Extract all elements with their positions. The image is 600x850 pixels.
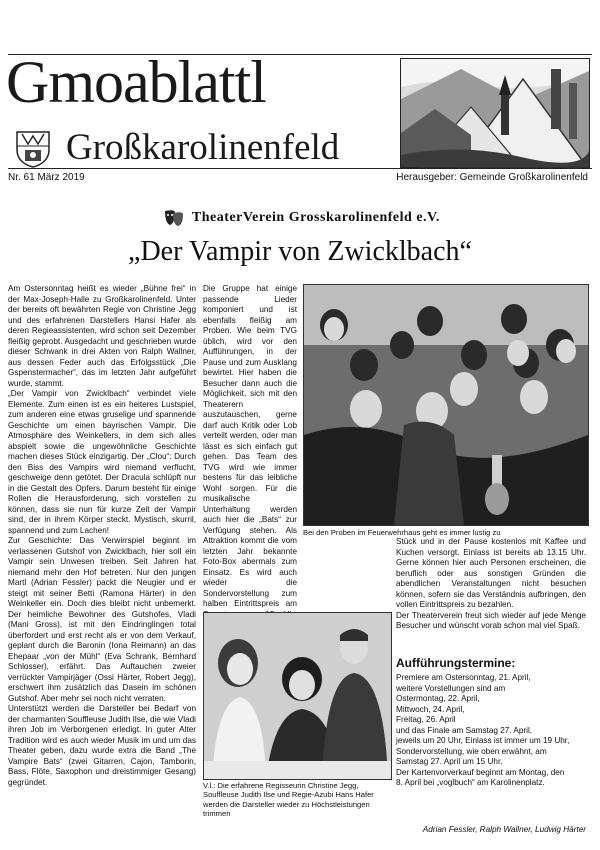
- municipal-crest-icon: [14, 128, 52, 168]
- masthead-rule-bottom: [8, 168, 592, 169]
- schedule-line: Ostermontag, 22. April,: [396, 694, 480, 703]
- schedule-line: Sondervorstellung, wie oben erwähnt, am: [396, 746, 547, 756]
- rehearsal-group-photo: [303, 284, 589, 526]
- schedule-line: Samstag 27. April um 15 Uhr.: [396, 757, 503, 766]
- theater-mask-icon: [163, 209, 185, 227]
- schedule-line: 8. April bei „voglbuch“ am Karolinenplatz.: [396, 778, 545, 787]
- article-column-2-bottom: [203, 537, 391, 609]
- paragraph: Am Ostersonntag heißt es wieder „Bühne frei“ in der Max-Joseph-Halle zu Großkarolinenfeld. Unter der bereits oft bewährten Regie von Christine Jegg und des erfahrenen Darstellers Hansi Hafer als deren Regieassistenten, wird schon seit Dezember fleißig geprobt. Ausgedacht und geschrieben wurde dieser Schwank in drei Akten von Ralph Wallner, aus dessen Feder auch das Erfolgsstück „Die Gspenstermacher“, das im letzten Jahr aufgeführt wurde, stammt.: [8, 284, 196, 388]
- newspaper-title: Gmoablattl: [6, 49, 266, 115]
- publisher-note: Herausgeber: Gemeinde Großkarolinenfeld: [396, 172, 588, 183]
- article-headline: „Der Vampir von Zwicklbach“: [128, 236, 472, 267]
- paragraph: Zur Geschichte: Das Verwirrspiel beginnt im verlassenen Gutshof von Zwicklbach, hier soll ein Vampir sein Unwesen treiben. Seit Jahren hat niemand mehr den Hof betreten. Nur den jungen Martl (Adrian Fessler) packt die Neugier und er steigt mit seiner Betti (Ramona Härter) in den Weinkeller ein. Doch dies bleibt nicht unbemerkt. Der heimliche Bewohner des Gutshofes, Vladi (Mani Gross), ist mit den Eindringlingen total überfordert und erst recht als er von dem Verkauf, geplant durch die Baronin (Iona Reimann) an das Ehepaar „von der Mühl“ (Eva Schrank, Bernhard Schlosser), erfährt. Das Auftauchen zweier verrückter Vampirjäger (Ossi Härter, Robert Jegg), erschwert ihm zusätzlich das Dasein im schönen Gutshof. Aber mehr sei noch nicht verraten.: [8, 536, 196, 703]
- issue-number: Nr. 61 März 2019: [8, 172, 85, 183]
- schedule-line: und das Finale am Samstag 27. April,: [396, 725, 533, 735]
- photo1-caption: Bei den Proben im Feuerwehrhaus geht es immer lustig zu: [303, 528, 501, 537]
- schedule-line: Der Kartenvorverkauf beginnt am Montag, den: [396, 767, 565, 777]
- article-authors: Adrian Fessler, Ralph Wallner, Ludwig Härter: [422, 825, 586, 834]
- schedule-heading: Aufführungstermine:: [396, 656, 516, 670]
- schedule-line: Freitag, 26. April: [396, 715, 456, 724]
- schedule-line: Premiere am Ostersonntag, 21. April,: [396, 673, 531, 682]
- organization-name: TheaterVerein Grosskarolinenfeld e.V.: [191, 210, 440, 226]
- article-column-3: [396, 537, 586, 649]
- organization-header: [0, 209, 600, 227]
- schedule-line: Mittwoch, 24. April,: [396, 704, 465, 714]
- directors-photo: [203, 612, 392, 780]
- article-column-1: [8, 284, 196, 844]
- newspaper-subtitle: Großkarolinenfeld: [66, 127, 340, 168]
- paragraph: Unterstützt werden die Darsteller bei Bedarf von der charmanten Souffleuse Judith Ilse, die wie Vladi ihren Job im Verborgenen erledigt. In guter Alter Tradition wird es auch wieder Musik im und um das Theater geben, dazu wurde extra die Band „The Vampire Bats“ (zwei Gitarren, Cajon, Tamborin, Bass, Flöte, Saxophon und dreistimmiger Gesang) gegründet.: [8, 704, 196, 787]
- masthead-village-illustration: [400, 58, 590, 168]
- paragraph: „Der Vampir von Zwicklbach“ verbindet viele Elemente. Zum einen ist es ein heiteres Lustspiel, zum anderen eine etwas gruselige und spannende Geschichte um einen bayrischen Vampir. Die Atmosphäre des Weinkellers, in dem sich alles abspielt sowie die ungewöhnliche Geschichte machen dieses Stück einzigartig. Der „Clou“: Durch den Biss des Vampirs wird niemand verflucht, geschweige denn getötet. Der Dracula schlüpft nur in die Gestalt des Opfers. Darum besteht für einige Rollen die Herausforderung, sich vorstellen zu können, dass sie nun für kurze Zeit der Vampir sind, der in ihrem Körper steckt. Mystisch, skurril, spannend und zum Lachen!: [8, 389, 196, 535]
- paragraph: Der Theaterverein freut sich wieder auf jede Menge Besucher und wünscht vorab schon mal viel Spaß.: [396, 610, 586, 630]
- schedule-list: [396, 673, 586, 789]
- photo2-caption: V.l.: Die erfahrene Regisseurin Christine Jegg, Souffleuse Judith Ilse und Regie-Azubi Hans Hafer werden die Darsteller wieder zu Höchstleistungen trimmen: [203, 781, 374, 819]
- schedule-line: jeweils um 20 Uhr, Einlass ist immer um 19 Uhr,: [396, 736, 570, 745]
- schedule-line: weitere Vorstellungen sind am: [396, 683, 506, 693]
- paragraph: Die Gruppe hat einige passende Lieder komponiert und ist ebenfalls fleißig am Proben. Wie beim TVG üblich, wird vor den Aufführungen, in der Pause und zum Ausklang bewirtet. Hier haben die Besucher dann auch die Möglichkeit, sich mit den Theaterern auszutauschen, gerne darf auch Kritik oder Lob verteilt werden, oder man lässt es sich einfach gut gehen. Das Team des TVG wird wie immer bestens für das leibliche Wohl sorgen. Für die musikalische Unterhaltung werden auch hier die „Bats“ zur Verfügung stehen. Als Attraktion kommt die vom letzten Jahr bekannte Foto-Box abermals zum Einsatz. Es wird auch wieder die Sondervorstellung zum halben Eintrittspreis am: [203, 284, 297, 608]
- paragraph: Stück und in der Pause kostenlos mit Kaffee und Kuchen versorgt. Einlass ist bereits ab 13.15 Uhr. Gerne können hier auch Personen erscheinen, die beruflich oder aus sonstigen Gründen die abendlichen Veranstaltungen nicht besuchen können, sofern sie das Verständnis aufbringen, den vollen Eintrittspreis zu bezahlen.: [396, 537, 586, 609]
